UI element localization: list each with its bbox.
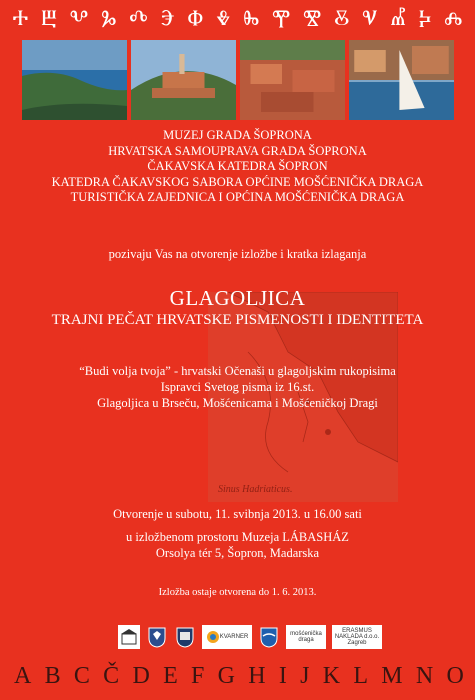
opening-date: Otvorenje u subotu, 11. svibnja 2013. u 16.00 sati — [113, 507, 362, 521]
kvarner-logo-label: KVARNER — [219, 634, 249, 640]
alphabet-letter: O — [446, 662, 464, 689]
glagolitic-letter: Ⰸ — [243, 6, 260, 31]
venue-line: Orsolya tér 5, Šopron, Madarska — [155, 546, 320, 560]
closing-date: Izložba ostaje otvorena do 1. 6. 2013. — [158, 587, 317, 598]
alphabet-letter: B — [44, 662, 61, 689]
glagolitic-letter: Ⰻ — [334, 6, 350, 31]
alphabet-letter: A — [14, 662, 32, 689]
rooftops-photo — [240, 40, 345, 120]
glagolitic-letter: Ⰹ — [272, 6, 291, 31]
alphabet-letter: K — [322, 662, 341, 689]
topic-item: Glagoljica u Brseču, Mošćenicama i Mošćeničkoj Dragi — [97, 396, 378, 410]
alphabet-letter: I — [278, 662, 287, 689]
latin-alphabet-row — [14, 660, 464, 692]
glagolitic-letter: Ⰰ — [12, 6, 29, 31]
topic-item: Ispravci Svetog pisma iz 16.st. — [160, 380, 315, 394]
glagolitic-letter: Ⰲ — [69, 6, 89, 31]
moscenicka-logo-label: mošćenička draga — [290, 631, 322, 643]
kvarner-logo — [202, 625, 252, 649]
coat-of-arms-2-icon — [174, 625, 196, 649]
alphabet-letter: E — [163, 662, 178, 689]
coast-photo — [22, 40, 127, 120]
map-label: Sinus Hadriaticus. — [218, 484, 293, 495]
glagolitic-letter: Ⰷ — [215, 6, 231, 31]
glagolitic-letter: Ⱌ — [362, 6, 378, 31]
hill-town-photo — [131, 40, 236, 120]
alphabet-letter: D — [132, 662, 150, 689]
glagolitic-letter: Ⰵ — [160, 6, 175, 31]
glagolitic-letters-row — [0, 0, 475, 38]
erasmus-logo-label: ERASMUS NAKLADA d.o.o. Zagreb — [334, 628, 380, 646]
venue-line: u izložbenom prostoru Muzeja LÁBASHÁZ — [126, 530, 349, 544]
exhibition-title: GLAGOLJICA — [169, 286, 306, 310]
glagolitic-letter: Ⱇ — [187, 6, 204, 31]
alphabet-letter: L — [353, 662, 368, 689]
museum-logo — [118, 625, 140, 649]
glagolitic-letter: Ⰽ — [418, 6, 432, 31]
coat-of-arms-1-icon — [146, 625, 168, 649]
glagolitic-letter: Ⰳ — [101, 6, 117, 31]
invitation-line: pozivaju Vas na otvorenje izložbe i kratka izlaganja — [108, 247, 367, 261]
sponsor-logos — [118, 624, 382, 650]
topic-item: “Budi volja tvoja” - hrvatski Očenaši u glagoljskim rukopisima — [79, 364, 396, 378]
alphabet-letter: J — [300, 662, 310, 689]
organizer: TURISTIČKA ZAJEDNICA I OPĆINA MOŠĆENIČKA DRAGA — [70, 190, 405, 204]
moscenicka-draga-logo — [286, 625, 326, 649]
organizer: KATEDRA ČAKAVSKOG SABORA OPĆINE MOŠĆENIČKA DRAGA — [51, 174, 424, 189]
alphabet-letter: N — [415, 662, 434, 689]
erasmus-naklada-logo — [332, 625, 382, 649]
glagolitic-letter: Ⰺ — [303, 6, 322, 31]
glagolitic-letter: Ⰾ — [444, 6, 463, 31]
exhibition-subtitle: TRAJNI PEČAT HRVATSKE PISMENOSTI I IDENTITETA — [51, 312, 424, 328]
organizer: MUZEJ GRADA ŠOPRONA — [163, 128, 312, 142]
alphabet-letter: C — [73, 662, 90, 689]
venue-info — [0, 530, 475, 562]
alphabet-letter: G — [217, 662, 235, 689]
organizers-list — [0, 128, 475, 206]
glagolitic-letter: Ⰴ — [129, 6, 148, 31]
glagolitic-letter: Ⰼ — [390, 6, 406, 31]
photo-strip — [22, 40, 454, 120]
harbor-sailboat-photo — [349, 40, 454, 120]
coat-of-arms-3-icon — [258, 625, 280, 649]
alphabet-letter: Č — [103, 662, 120, 689]
alphabet-letter: F — [191, 662, 205, 689]
alphabet-letter: H — [248, 662, 266, 689]
topics-list — [0, 364, 475, 412]
organizer: ČAKAVSKA KATEDRA ŠOPRON — [147, 159, 328, 173]
organizer: HRVATSKA SAMOUPRAVA GRADA ŠOPRONA — [108, 143, 367, 158]
glagolitic-letter: Ⰱ — [40, 6, 57, 31]
alphabet-letter: M — [381, 662, 403, 689]
